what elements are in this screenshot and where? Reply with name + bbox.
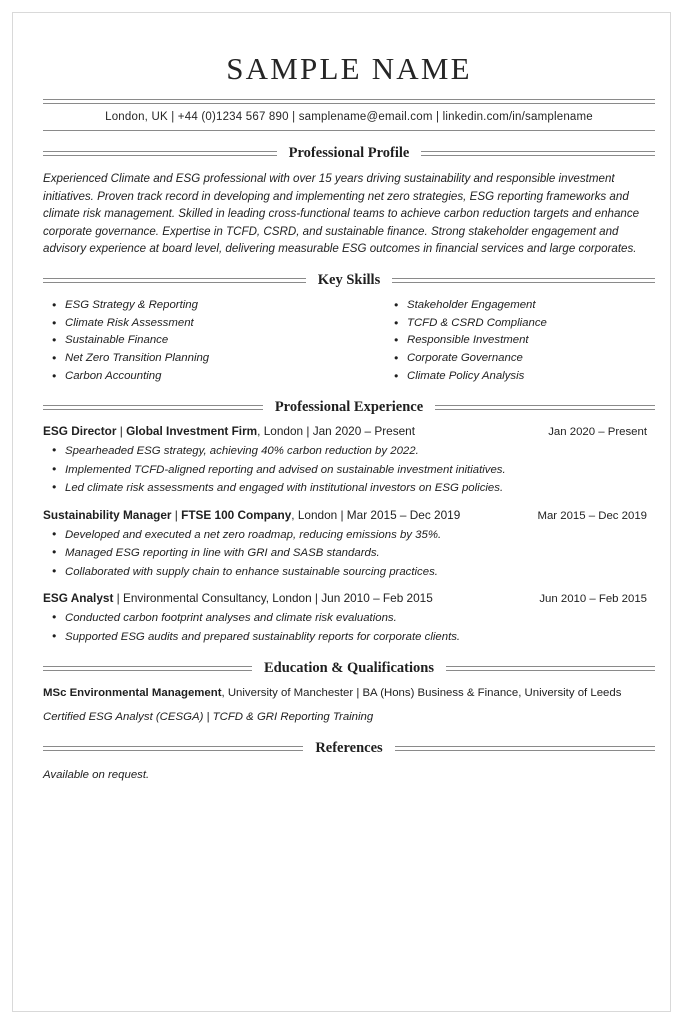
job-location-dates: , London | Mar 2015 – Dec 2019 [291, 507, 461, 522]
job-role: Sustainability Manager [43, 507, 172, 522]
section-heading-profile [43, 145, 655, 162]
heading-rule-left [43, 746, 303, 751]
list-item: • Implemented TCFD-aligned reporting and advised on sustainable investment initiatives. [65, 461, 655, 479]
heading-rule-right [435, 405, 655, 410]
list-item: • Responsible Investment [407, 332, 655, 350]
education-degree: MSc Environmental Management [43, 687, 222, 700]
experience-entry-header [43, 424, 655, 438]
list-item: • Led climate risk assessments and engaged with institutional investors on ESG policies. [65, 479, 655, 497]
heading-label: Professional Profile [288, 145, 410, 161]
heading-rule-left [43, 278, 306, 283]
heading-rule-right [392, 278, 655, 283]
job-location-dates: Environmental Consultancy, London | Jun 2010 – Feb 2015 [123, 591, 433, 606]
profile-paragraph: Experienced Climate and ESG professional with over 15 years driving sustainability and responsible investment initiatives. Proven track record in developing and implementing net zero strategies, ESG reporting frameworks and climate risk management. Skilled in leading cross-functional teams to achieve carbon reduction targets and enhance corporate governance. Expertise in TCFD, CSRD, and sustainable finance. Strong stakeholder engagement and advisory experience at board level, delivering measurable ESG outcomes in financial services and large corporates. [43, 172, 640, 256]
experience-entry [43, 508, 655, 581]
list-item: • Carbon Accounting [65, 368, 349, 386]
job-dates: Jun 2010 – Feb 2015 [539, 593, 647, 606]
job-dates: Mar 2015 – Dec 2019 [537, 509, 647, 522]
experience-bullets [43, 442, 655, 497]
list-item: • Corporate Governance [407, 350, 655, 368]
education-certifications: Certified ESG Analyst (CESGA) | TCFD & GRI Reporting Training [43, 711, 374, 724]
list-item: • ESG Strategy & Reporting [65, 297, 349, 315]
experience-title-line: ESG Analyst | Environmental Consultancy, London | Jun 2010 – Feb 2015 [43, 591, 433, 606]
job-company: Global Investment Firm [126, 424, 258, 439]
list-item: • Net Zero Transition Planning [65, 350, 349, 368]
list-item: • Spearheaded ESG strategy, achieving 40% carbon reduction by 2022. [65, 442, 655, 460]
heading-rule-left [43, 151, 277, 156]
contact-line: London, UK | +44 (0)1234 567 890 | samplename@email.com | linkedin.com/in/samplename [105, 111, 593, 123]
experience-entry-header [43, 508, 655, 522]
page-title: SAMPLE NAME [226, 51, 472, 86]
list-item: • Collaborated with supply chain to enhance sustainable sourcing practices. [65, 563, 655, 581]
resume-sheet [12, 12, 671, 1012]
list-item: • Developed and executed a net zero roadmap, reducing emissions by 35%. [65, 526, 655, 544]
skills-list-left [43, 297, 349, 385]
job-role: ESG Analyst [43, 591, 114, 606]
experience-entry [43, 424, 655, 497]
heading-label: Key Skills [317, 272, 381, 289]
experience-entry-header [43, 591, 655, 605]
list-item: • TCFD & CSRD Compliance [407, 315, 655, 333]
skills-column-right [349, 297, 655, 385]
list-item: • Sustainable Finance [65, 332, 349, 350]
list-item: • Managed ESG reporting in line with GRI and SASB standards. [65, 544, 655, 562]
heading-rule-left [43, 405, 263, 410]
education-line [43, 685, 655, 702]
list-item: • Stakeholder Engagement [407, 297, 655, 315]
list-item: • Supported ESG audits and prepared sustainablity reports for corporate clients. [65, 628, 655, 646]
list-item: • Conducted carbon footprint analyses and climate risk evaluations. [65, 609, 655, 627]
list-item: • Climate Policy Analysis [407, 368, 655, 386]
heading-label: Education & Qualifications [264, 660, 434, 677]
header-rule-bottom [43, 130, 655, 131]
experience-title-line: Sustainability Manager | FTSE 100 Company, London | Mar 2015 – Dec 2019 [43, 507, 461, 522]
heading-rule-right [395, 746, 655, 751]
skills-list-right [385, 297, 655, 385]
heading-rule-right [446, 666, 655, 671]
experience-title-line: ESG Director | Global Investment Firm, London | Jan 2020 – Present [43, 424, 416, 439]
experience-bullets [43, 609, 655, 646]
section-heading-education [43, 660, 655, 677]
education-line [43, 709, 655, 726]
heading-label: Professional Experience [274, 399, 424, 416]
resume-content [43, 51, 655, 781]
section-heading-references [43, 740, 655, 757]
experience-bullets [43, 526, 655, 581]
job-dates: Jan 2020 – Present [548, 426, 647, 439]
heading-rule-right [421, 151, 655, 156]
heading-rule-left [43, 666, 252, 671]
job-role: ESG Director [43, 424, 117, 439]
skills-columns [43, 297, 655, 385]
experience-entry [43, 591, 655, 646]
section-heading-skills [43, 272, 655, 289]
section-heading-experience [43, 399, 655, 416]
job-location-dates: , London | Jan 2020 – Present [257, 424, 416, 439]
list-item: • Climate Risk Assessment [65, 315, 349, 333]
heading-label: References [315, 740, 383, 757]
references-text: Available on request. [43, 769, 150, 782]
skills-column-left [43, 297, 349, 385]
job-company: FTSE 100 Company [181, 507, 292, 522]
education-detail: , University of Manchester | BA (Hons) Business & Finance, University of Leeds [221, 687, 622, 700]
